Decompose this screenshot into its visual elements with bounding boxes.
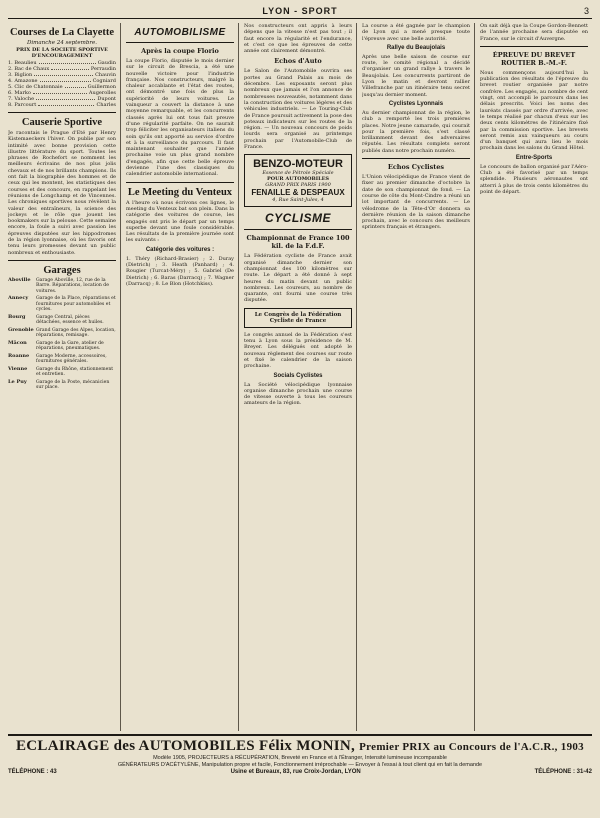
garage-entry: [8, 278, 116, 295]
garage-text: Garage de la Place, réparations et fournitures pour automobiles et cycles.: [36, 296, 116, 313]
ad-phone-right: TÉLÉPHONE : 31-42: [534, 769, 592, 775]
entre-sports-heading: Entre-Sports: [515, 154, 553, 161]
monin-advertisement: [8, 734, 592, 775]
rallye-heading: Rallye du Beaujolais: [386, 44, 446, 51]
result-horse: 4. Amazone: [8, 78, 38, 84]
championship-text: La Fédération cycliste de France avait organisé dimanche dernier son championnat des 100 kilomètres sur route. Le départ a été donné à sept heures du matin devant un public nombreux. Les coureurs, au nombre de quarante, ont fourni une course très disputée.: [244, 253, 352, 304]
causerie-text: Je racontais le Prague d'Eté par Henry Kistemaeckers l'hiver. On publie par son intimité avec bonne provision cette illustre littérature du sport. Toutes les phrases de Rochefort se nomment les meilleurs écrivains de nos plus jolis chevaux et de nos brillants champions. Ils ont fait la biographie des hommes et de ceux qui les montent, les statistiques des courses et des concours, en rappelant les réunions de Longchamp et de Vincennes. Les chroniques sportives nous révèlent la valeur des entraîneurs, la science des jockeys et le rôle que jouent les bookmakers sur la pelouse. Cette semaine encore, la foule a suivi avec passion les épreuves disputées sur les hippodromes de la région lyonnaise, où les favoris ont tenu leurs promesses devant un public nombreux et enthousiaste.: [8, 130, 116, 256]
echos-auto-heading: Echos d'Auto: [274, 57, 322, 66]
garage-town: Le Puy: [8, 378, 27, 385]
ad-footer: [8, 769, 592, 775]
result-horse: 6. Marko: [8, 90, 31, 96]
column-1: [8, 23, 121, 731]
leader-dots: [38, 102, 94, 106]
garage-town: Vienne: [8, 365, 28, 372]
cyclisme-title: CYCLISME: [264, 211, 331, 226]
socials-heading: Socials Cyclistes: [273, 372, 323, 379]
column-3: [244, 23, 357, 731]
ad-line-1: Modèle 1905, PROJECTEURS à RÉCUPÉRATION, Breveté en France et à l'Étranger, Intensité lumineuse incomparable: [153, 755, 447, 761]
divider: [8, 112, 116, 113]
col5-intro-text: On sait déjà que la Coupe Gordon-Bennett de l'année prochaine sera disputée en France, sur le circuit d'Auvergne.: [480, 23, 588, 42]
garage-entry: [8, 380, 116, 391]
garage-town: Bourg: [8, 313, 26, 320]
championship-heading: Championnat de France 100 kil. de la F.d.F.: [246, 234, 350, 251]
congress-text: Le congrès annuel de la Fédération s'est tenu à Lyon sous la présidence de M. Breyer. Les délégués ont adopté le nouveau règlement des courses sur route et fixé le calendrier de la saison prochaine.: [244, 331, 352, 370]
venteux-results-label: Catégorie des voitures :: [145, 246, 215, 253]
benzo-line3: GRAND PRIX PARIS 1900: [265, 182, 331, 189]
garage-town: Annecy: [8, 295, 29, 302]
garage-text: Grand Garage des Alpes, location, réparations, remisage.: [36, 327, 116, 339]
benzo-moteur-ad: [244, 154, 352, 207]
garage-entry: [8, 296, 116, 313]
ad-address: Usine et Bureaux, 83, rue Croix-Jordan, LYON: [230, 769, 361, 775]
clayette-prize: PRIX DE LA SOCIETE SPORTIVE D'ENCOURAGEMENT: [16, 47, 108, 59]
divider: [126, 182, 234, 183]
garage-text: Garage Central, pièces détachées, essence et huiles.: [36, 314, 104, 326]
clayette-title: Courses de La Clayette: [9, 27, 115, 38]
result-horse: 8. Parcourt: [8, 102, 37, 108]
result-horse: 5. Clic de Chatonnaie: [8, 84, 63, 90]
result-row: [8, 102, 116, 108]
ad-line-2: GÉNÉRATEURS D'ACÉTYLÈNE, Manipulation propre et facile, Fonctionnement irréprochable — Envoyer à l'essai à tout client qui en fait la demande: [117, 762, 483, 768]
garage-entry: [8, 341, 116, 352]
brevet-heading: ÉPREUVE DU BREVET ROUTIER B.-M.-F.: [492, 50, 576, 67]
benzo-line2: POUR AUTOMOBILES: [266, 176, 330, 183]
result-horse: 7. Valoche: [8, 96, 35, 102]
leader-dots: [36, 96, 95, 100]
venteux-heading: Le Meeting du Venteux: [127, 186, 233, 198]
benzo-address: 4, Rue Saint-Jules, 4: [272, 197, 324, 204]
divider: [244, 229, 352, 230]
page-header: [8, 6, 592, 19]
garage-town: Grenoble: [8, 326, 34, 333]
garage-town: Mâcon: [8, 339, 27, 346]
ad-title: [8, 738, 592, 755]
entre-sports-text: Le concours de ballon organisé par l'Aéro-Club a été favorisé par un temps splendide. Plusieurs aéronautes ont atterri à plus de trois cents kilomètres du point de départ.: [480, 163, 588, 195]
divider: [480, 46, 588, 47]
page-title: LYON - SPORT: [262, 6, 338, 16]
garages-title: Garages: [43, 264, 81, 276]
venteux-text: A l'heure où nous écrivons ces lignes, le meeting du Venteux bat son plein. Dans la catégorie des voitures de course, les engagés ont pris le départ par un temps superbe devant une foule considérable. Les résultats de la première journée sont les suivants :: [126, 199, 234, 244]
socials-text: La Société vélocipédique lyonnaise organise dimanche prochain une course de vitesse ouverte à tous les coureurs amateurs de la région.: [244, 381, 352, 407]
leader-dots: [51, 66, 89, 70]
benzo-name: FENAILLE & DESPEAUX: [251, 188, 345, 198]
rallye-text: Après une belle saison de course sur route, le comité régional a décidé d'organiser un grand rallye à travers le Beaujolais. Les concurrents partiront de Lyon le matin et devront rallier Villefranche par un itinéraire tenu secret jusqu'au dernier moment.: [362, 53, 470, 98]
garage-town: Aboville: [8, 276, 31, 283]
venteux-results: 1. Théry (Richard-Brasier) ; 2. Duray (Dietrich) ; 3. Heath (Panhard) ; 4. Rougier (Turcat-Méry) ; 5. Gabriel (De Dietrich) ; 6. Baras (Darracq) ; 7. Wagner (Darracq) ; 8. Le Blon (Hotchkiss).: [126, 255, 234, 287]
column-4: [362, 23, 475, 731]
page-number: 3: [583, 6, 590, 16]
result-owner: Guillermon: [87, 84, 116, 90]
garage-town: Roanne: [8, 352, 30, 359]
cyclistes-lyonnais-text: Au dernier championnat de la région, le club a remporté les trois premières places. Notre jeune camarade, qui courait pour la première fois, s'est classé brillamment devant des adversaires réputés. Les résultats complets seront publiés dans notre prochain numéro.: [362, 109, 470, 154]
leader-dots: [39, 60, 96, 64]
columns: [8, 23, 592, 731]
garage-entry: [8, 328, 116, 339]
col4-intro-text: La course a été gagnée par le champion de Lyon qui a mené presque toute l'épreuve avec une belle autorité.: [362, 23, 470, 42]
automobilisme-title: AUTOMOBILISME: [134, 27, 226, 38]
echos-cyclistes-text: L'Union vélocipédique de France vient de fixer au premier dimanche d'octobre la date de son championnat de fond. — La course de côte du Mont-Cindre a réuni un lot important de concurrents. — Le vélodrome de la Tête-d'Or donnera sa dernière réunion de la saison dimanche prochain, avec le concours des meilleurs sprinters français et étrangers.: [362, 174, 470, 231]
result-owner: Chauvin: [95, 72, 116, 78]
cyclistes-lyonnais-heading: Cyclistes Lyonnais: [388, 100, 444, 107]
column-2: [126, 23, 239, 731]
congress-box: [244, 308, 352, 328]
ad-title-main: ECLAIRAGE des AUTOMOBILES Félix MONIN,: [16, 738, 356, 754]
result-owner: Cogniard: [92, 78, 116, 84]
garage-entry: [8, 354, 116, 365]
brevet-text: Nous commençons aujourd'hui la publication des résultats de l'épreuve du brevet routier organisée par notre confrère. Les engagés, au nombre de cent vingt, ont accompli le parcours dans les délais prescrits. Voici les noms des lauréats classés par ordre d'arrivée, avec le temps réalisé par chacun d'eux sur les deux cents kilomètres de l'itinéraire fixé par la commission sportive. Les brevets seront remis aux vainqueurs au cours d'un banquet qui aura lieu le mois prochain dans les salons du Grand Hôtel.: [480, 69, 588, 152]
divider: [126, 42, 234, 43]
leader-dots: [40, 78, 91, 82]
clayette-subtitle: Dimanche 24 septembre.: [26, 40, 97, 46]
causerie-title: Causerie Sportive: [21, 117, 103, 128]
florio-heading: Après la coupe Florio: [141, 47, 219, 55]
congress-title: Le Congrès de la Fédération Cycliste de France: [254, 311, 342, 324]
garage-text: Garage de la Gare, atelier de réparations, pneumatiques.: [36, 340, 104, 352]
garages-list: [8, 278, 116, 391]
results-list: [8, 60, 116, 108]
garage-text: Garage Aboville, 12, rue de la Barre. Réparations, location de voitures.: [36, 277, 109, 294]
garage-text: Garage du Rhône, stationnement et entretien.: [36, 366, 114, 378]
leader-dots: [65, 84, 86, 88]
divider: [8, 260, 116, 261]
column-5: [480, 23, 592, 731]
divider: [362, 158, 470, 159]
echos-auto-text: Le Salon de l'Automobile ouvrira ses portes au Grand Palais au mois de décembre. Les exposants seront plus nombreux que jamais et l'on annonce de nombreuses nouveautés, notamment dans la construction des voitures légères et des véhicules industriels. — Le Touring-Club de France poursuit activement la pose des poteaux indicateurs sur les routes de la région. — Un nouveau concours de poids lourds sera organisé au printemps prochain par l'Automobile-Club de France.: [244, 68, 352, 151]
result-horse: 3. Biglion: [8, 72, 33, 78]
garage-text: Garage de la Poste, mécanicien sur place.: [36, 379, 110, 391]
garage-entry: [8, 315, 116, 326]
result-owner: Perraudin: [90, 66, 116, 72]
ad-phone-left: TÉLÉPHONE : 43: [8, 769, 57, 775]
leader-dots: [34, 72, 93, 76]
col3-intro-text: Nos constructeurs ont appris à leurs dépens que la vitesse n'est pas tout ; il faut encore la régularité et l'endurance, et c'est ce que les épreuves de cette année ont clairement démontré.: [244, 23, 352, 55]
result-owner: Charles: [96, 102, 116, 108]
garage-entry: [8, 367, 116, 378]
ad-title-prize: Premier PRIX au Concours de l'A.C.R., 1903: [359, 741, 584, 753]
benzo-line1: Essence de Pétrole Spéciale: [262, 170, 334, 177]
echos-cyclistes-heading: Echos Cyclistes: [387, 163, 445, 172]
florio-text: La coupe Florio, disputée le mois dernier sur le circuit de Brescia, a été une nouvelle victoire pour l'industrie française. Nos constructeurs, malgré la chaleur accablante et l'état des routes, ont démontré une fois de plus la supériorité de leurs voitures. Le vainqueur a couvert la distance à une moyenne remarquable, et les concurrents classés après lui ont tous fait preuve d'une régularité parfaite. On ne saurait trop féliciter les organisateurs italiens du soin qu'ils ont apporté au service d'ordre et à la surveillance du parcours. Il faut maintenant souhaiter que l'année prochaine voie un plus grand nombre d'engagés, afin que cette belle épreuve devienne l'une des classiques du calendrier automobile international.: [126, 58, 234, 178]
benzo-title: BENZO-MOTEUR: [253, 158, 343, 171]
result-owner: Dupont: [97, 96, 116, 102]
result-horse: 2. Bac de Chaux: [8, 66, 50, 72]
result-horse: 1. Beaulieu: [8, 60, 37, 66]
garage-text: Garage Moderne, accessoires, fournitures générales.: [36, 353, 107, 365]
leader-dots: [33, 90, 87, 94]
result-owner: Augerolles: [88, 90, 116, 96]
result-owner: Gaudin: [97, 60, 116, 66]
